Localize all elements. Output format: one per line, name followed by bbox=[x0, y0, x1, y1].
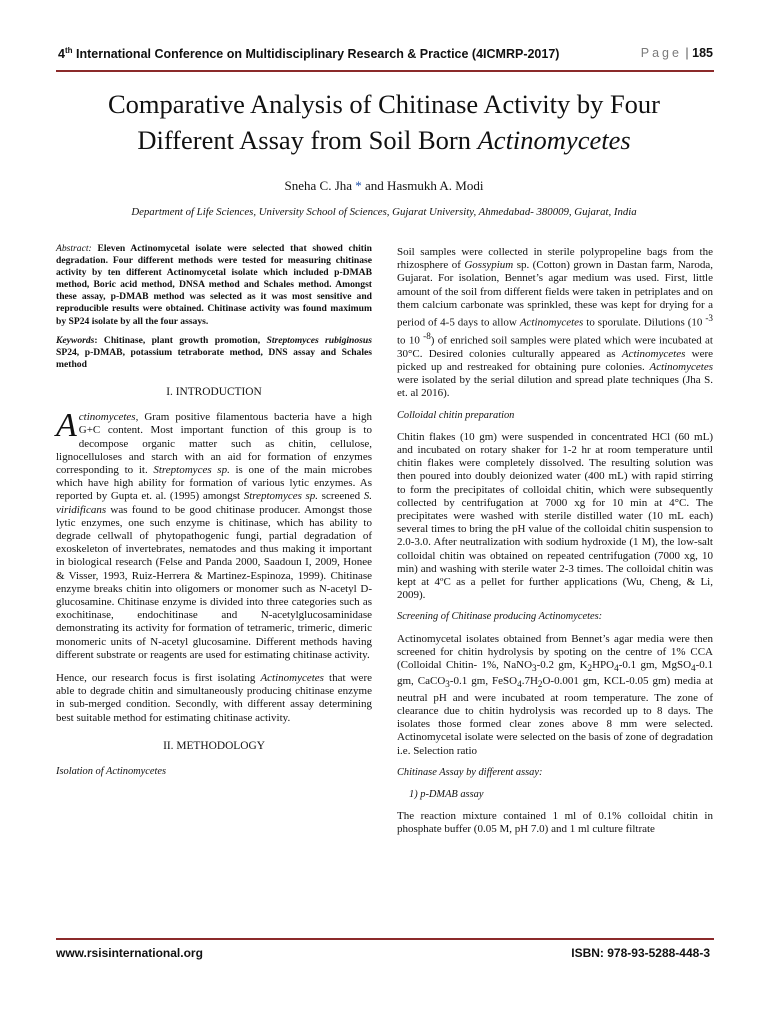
subsection-isolation: Isolation of Actinomycetes bbox=[56, 766, 167, 778]
keywords: Keywords: Chitinase, plant growth promotion, Streptomyces rubiginosus SP24, p-DMAB, potassium tetraborate method, DNS assay and Schales method bbox=[56, 334, 372, 370]
screening-paragraph: Actinomycetal isolates obtained from Bennet’s agar media were then screened for chitin hydrolysis by spoting on the centre of 1% CCA (Colloidal Chitin- 1%, NaNO$_3$-0.2 gm, $K_2HPO_4-0.1$ gm, MgSO$_4$-0.1 gm, CaCO$_3$-0.1 gm, $FeSO_4.7H_2O-0.001$ gm, KCL-0.05 gm) media at neutral pH and were incubated at room temperature. The zone of clearance due to chitin hydrolysis was recorded up to 8 days. The isolates those formed clear zones above 8 mm were selected. Actinomycetal isolate were selected on the basis of zone of degradation i.e. Selection ratio bbox=[397, 632, 714, 757]
right-column bbox=[397, 246, 713, 837]
affiliation: Department of Life Sciences, University School of Sciences, Gujarat University, Ahmedabad- 380009, Gujarat, India bbox=[131, 206, 637, 218]
page-number: 185 bbox=[692, 46, 713, 60]
paper-title: Comparative Analysis of Chitinase Activity by Four Different Assay from Soil Born Actinomycetes bbox=[107, 89, 661, 155]
section-heading-methodology: II. METHODOLOGY bbox=[163, 739, 265, 752]
conference-name: 4th International Conference on Multidisciplinary Research & Practice (4ICMRP-2017) bbox=[58, 46, 560, 62]
intro-paragraph-1: Actinomycetes, Gram positive filamentous bacteria have a high G+C content. Most important function of this group is to decompose organic matter such as chitin, cellulose, lignocelluloses and starch with an aid for formation of enzymes corresponding to it. Streptomyces sp. is one of the main microbes which have high ability for formation of various lytic enzymes. As reported by Gupta et. al. (1995) amongst Streptomyces sp. screened S. viridificans was found to be good chitinase producer. Amongst those lytic enzymes, one such enzyme is chitinase, which has ability to degrade cellwall of phytopathogenic fungi, partial degradation of exoskeleton of invertebrates, nematodes and thus making it important in biological research (Felse and Panda 2000, Saadoun I, 2009, Honee & Visser, 1993, Ruiz-Herrera & Martinez-Espinoza, 1999). Chitinase enzyme breaks chitin into oligomers or monomer such as N-acetyl D-glucosamine. Chitinase enzyme is divided into three categories such as exochitinase, endochitinase and N-acetylglucosaminidase demonstrating its activity for formation of tetrameric, trimeric, dimeric monomeric units of N-acetyl glucosamine. Different methods having different substrate or reagents are used for estimating chitinase activity. bbox=[56, 407, 372, 661]
footer-isbn: ISBN: 978-93-5288-448-3 bbox=[571, 946, 710, 960]
page-label: Page bbox=[640, 46, 682, 60]
colloidal-paragraph: Chitin flakes (10 gm) were suspended in concentrated HCl (60 mL) and incubated on rotary shaker for 1-2 hr at room temperature until chitin flakes were completely dissolved. The resulting solution was then poured into doubly deionized water (400 mL) with rapid stirring to form the precipitates of colloidal chitin, which were subsequently collected by centrifugation at 7000 xg for 10 min at 4°C. The precipitates were washed with sterile distilled water (10 mL each) several times to bring the pH value of the colloidal chitin suspension to 2.0-3.0. After neutralization with sodium hydroxide (1 M), the low-salt colloidal chitin was obtained on repeated centrifugation (7000 xg, 10 min) and washing with sterile water 2-3 times. The colloidal chitin was kept at 4ºC as a pellet for further applications (Wu, Cheng, & Li, 2009). bbox=[397, 430, 713, 602]
drop-cap: A bbox=[56, 407, 77, 445]
subsection-chitinase-assay: Chitinase Assay by different assay: bbox=[397, 766, 543, 778]
section-heading-introduction: I. INTRODUCTION bbox=[166, 385, 262, 398]
footer-rule bbox=[56, 938, 714, 940]
abstract: Abstract: Eleven Actinomycetal isolate were selected that showed chitin degradation. Four different methods were tested for measuring chitinase activity by ten different Actinomycetal isolate which included p-DMAB method, Boric acid method, DNSA method and Schales method. Amongst these assay, p-DMAB method was selected as it was most sensitive and reproducible results were obtained. Chitinase activity was found maximum by SP24 isolate by all the four assays. bbox=[56, 243, 372, 327]
corresponding-author-link[interactable]: * bbox=[355, 178, 362, 193]
intro-paragraph-2: Hence, our research focus is first isolating Actinomycetes that were able to degrade chitin and simultaneously producing chitinase enzyme in sub-merged condition. Secondly, with different assay determining best suitable method for estimating chitinase activity. bbox=[56, 672, 372, 724]
pdmab-paragraph: The reaction mixture contained 1 ml of 0.1% colloidal chitin in phosphate buffer (0.05 M, pH 7.0) and 1 ml culture filtrate bbox=[397, 810, 713, 836]
header-rule bbox=[56, 70, 714, 72]
footer-website-link[interactable]: www.rsisinternational.org bbox=[56, 946, 203, 960]
subsection-colloidal-chitin: Colloidal chitin preparation bbox=[397, 409, 515, 421]
method-list-item: 1) p-DMAB assay bbox=[409, 789, 484, 800]
author-line: Sneha C. Jha * and Hasmukh A. Modi bbox=[284, 178, 484, 193]
left-column bbox=[56, 243, 372, 778]
isolation-paragraph: Soil samples were collected in sterile polypropeline bags from the rhizosphere of Gossypium sp. (Cotton) grown in Dastan farm, Naroda, Gujarat. For isolation, Bennet’s agar medium was used. First, little amount of the soil from different fields were taken in petriplates and on them calcium carbonate was sprinkled, these was kept for drying for a period of 4-5 days to allow Actinomycetes to sporulate. Dilutions (10 $^{-3}$ to 10 $^{-8}$) of enriched soil samples were plated which were incubated at 30°C. Desired colonies culturally appeared as Actinomycetes were picked up and restreaked for obtaining pure colonies. Actinomycetes were isolated by the serial dilution and spread plate techniques (Jha S. et. al 2016). bbox=[397, 246, 713, 400]
running-header bbox=[58, 46, 713, 66]
page-indicator: Page | 185 bbox=[640, 46, 713, 60]
subsection-screening: Screening of Chitinase producing Actinomycetes: bbox=[397, 611, 603, 623]
